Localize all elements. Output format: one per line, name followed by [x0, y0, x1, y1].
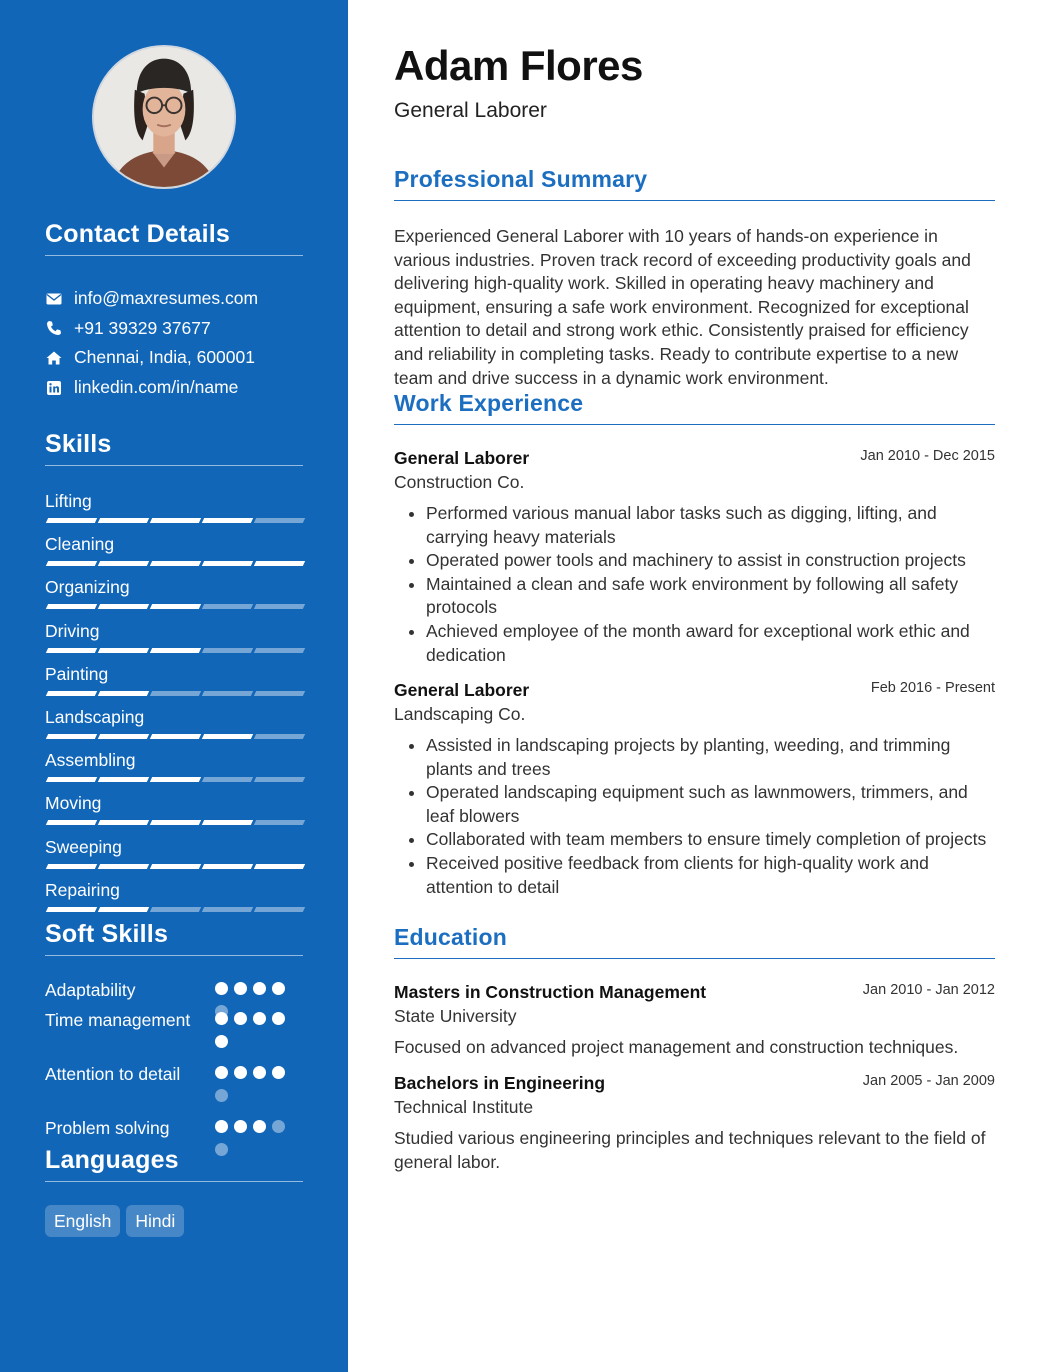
skill-level-bar	[45, 907, 303, 913]
soft-skill-row	[45, 978, 303, 1008]
rating-dot	[253, 1066, 266, 1079]
skill-level-segment	[98, 648, 149, 653]
job-bullets	[394, 734, 995, 899]
skill-row	[45, 834, 303, 877]
skill-level-segment	[150, 604, 201, 609]
skill-level-bar	[45, 820, 303, 826]
skill-level-segment	[46, 561, 97, 566]
skill-level-segment	[98, 734, 149, 739]
education-description: Focused on advanced project management and construction techniques.	[394, 1037, 959, 1057]
job-bullet: • Collaborated with team members to ensure timely completion of projects	[426, 828, 995, 852]
education-school: State University	[394, 1006, 517, 1026]
skill-name: Painting	[45, 663, 109, 684]
skill-level-segment	[202, 864, 253, 869]
rating-dot	[234, 1066, 247, 1079]
skill-level-segment	[202, 561, 253, 566]
candidate-title: General Laborer	[394, 99, 547, 122]
skill-row	[45, 877, 303, 920]
job-bullet: • Maintained a clean and safe work environment by following all safety protocols	[426, 573, 995, 620]
skill-level-segment	[150, 907, 201, 912]
skill-level-bar	[45, 648, 303, 654]
job-bullet: • Received positive feedback from clients for high-quality work and attention to detail	[426, 852, 995, 899]
skill-level-segment	[254, 561, 305, 566]
envelope-icon	[45, 290, 63, 308]
skill-level-segment	[202, 820, 253, 825]
skill-row	[45, 747, 303, 790]
rating-dot	[215, 1089, 228, 1102]
skill-level-segment	[150, 561, 201, 566]
summary-heading: Professional Summary	[394, 166, 995, 201]
phone-icon	[45, 319, 63, 337]
soft-skill-name: Problem solving	[45, 1118, 170, 1138]
soft-skill-row	[45, 1008, 303, 1062]
skill-level-segment	[202, 604, 253, 609]
skills-list	[45, 488, 303, 920]
skill-level-segment	[98, 820, 149, 825]
skill-level-segment	[150, 518, 201, 523]
education-dates: Jan 2010 - Jan 2012	[862, 982, 995, 998]
contact-email-text: info@maxresumes.com	[74, 288, 259, 309]
job-entry	[394, 680, 995, 899]
job-dates: Feb 2016 - Present	[870, 680, 995, 696]
skill-level-segment	[46, 820, 97, 825]
languages-heading: Languages	[45, 1146, 303, 1182]
skill-level-segment	[46, 691, 97, 696]
job-bullet: • Assisted in landscaping projects by planting, weeding, and trimming plants and trees	[426, 734, 995, 781]
skill-name: Driving	[45, 620, 100, 641]
education-degree: Masters in Construction Management	[394, 982, 707, 1002]
skill-level-segment	[150, 734, 201, 739]
skill-level-bar	[45, 777, 303, 783]
skill-level-segment	[254, 604, 305, 609]
skill-level-segment	[46, 604, 97, 609]
rating-dot	[215, 1012, 228, 1025]
job-bullet: • Performed various manual labor tasks such as digging, lifting, and carrying heavy materials	[426, 502, 995, 549]
skill-level-segment	[254, 648, 305, 653]
skill-row	[45, 574, 303, 617]
job-bullet: • Achieved employee of the month award for exceptional work ethic and dedication	[426, 620, 995, 667]
rating-dot	[234, 982, 247, 995]
skill-level-segment	[98, 518, 149, 523]
skill-level-bar	[45, 604, 303, 610]
skill-name: Lifting	[45, 491, 92, 511]
skill-level-segment	[254, 820, 305, 825]
skill-level-segment	[202, 907, 253, 912]
job-role: General Laborer	[394, 448, 530, 468]
education-entry	[394, 1073, 995, 1174]
skill-level-segment	[98, 864, 149, 869]
skill-level-segment	[254, 907, 305, 912]
skill-level-segment	[98, 604, 149, 609]
language-tag: Hindi	[126, 1205, 184, 1237]
linkedin-icon	[45, 379, 63, 397]
candidate-name: Adam Flores	[394, 42, 643, 89]
skill-name: Organizing	[45, 577, 130, 598]
rating-dot	[234, 1012, 247, 1025]
job-dates: Jan 2010 - Dec 2015	[860, 448, 995, 464]
skill-level-segment	[202, 734, 253, 739]
soft-skill-name: Adaptability	[45, 980, 136, 1000]
skill-level-segment	[254, 691, 305, 696]
skill-level-segment	[46, 734, 97, 739]
job-company: Construction Co.	[394, 472, 525, 492]
job-role: General Laborer	[394, 680, 530, 700]
skill-level-segment	[202, 648, 253, 653]
skill-name: Sweeping	[45, 836, 122, 857]
skill-level-segment	[98, 691, 149, 696]
contact-address	[45, 343, 305, 373]
contact-heading: Contact Details	[45, 220, 303, 256]
skill-level-segment	[202, 691, 253, 696]
skill-level-bar	[45, 864, 303, 870]
language-tag: English	[45, 1205, 120, 1237]
skill-level-segment	[254, 518, 305, 523]
skill-level-segment	[254, 864, 305, 869]
education-heading: Education	[394, 924, 995, 959]
skill-row	[45, 488, 303, 531]
job-company: Landscaping Co.	[394, 704, 526, 724]
skill-level-bar	[45, 518, 303, 524]
contact-phone[interactable]	[45, 314, 305, 344]
skill-name: Assembling	[45, 750, 136, 771]
education-dates: Jan 2005 - Jan 2009	[862, 1073, 995, 1089]
rating-dot	[215, 1035, 228, 1048]
rating-dot	[215, 1120, 228, 1133]
experience-heading: Work Experience	[394, 390, 995, 425]
skill-level-segment	[150, 864, 201, 869]
soft-skill-row	[45, 1062, 303, 1116]
skill-level-segment	[202, 518, 253, 523]
education-description: Studied various engineering principles and techniques relevant to the field of general labor.	[394, 1128, 986, 1172]
skill-level-bar	[45, 561, 303, 567]
rating-dot	[215, 982, 228, 995]
skill-level-segment	[98, 907, 149, 912]
skill-row	[45, 661, 303, 704]
education-degree: Bachelors in Engineering	[394, 1073, 606, 1093]
skill-level-segment	[254, 777, 305, 782]
skill-row	[45, 531, 303, 574]
skill-row	[45, 618, 303, 661]
skill-level-bar	[45, 734, 303, 740]
profile-photo	[94, 47, 234, 187]
job-entry	[394, 448, 995, 667]
skills-heading: Skills	[45, 430, 303, 466]
skill-level-segment	[202, 777, 253, 782]
avatar	[92, 45, 236, 189]
skill-level-segment	[46, 518, 97, 523]
education-entry	[394, 982, 995, 1060]
contact-list	[45, 284, 305, 402]
rating-dot	[272, 982, 285, 995]
soft-skill-row	[45, 1116, 303, 1146]
rating-dot	[234, 1120, 247, 1133]
skill-name: Moving	[45, 793, 102, 814]
skill-level-segment	[98, 777, 149, 782]
skill-level-segment	[98, 561, 149, 566]
skill-level-segment	[46, 648, 97, 653]
skill-row	[45, 704, 303, 747]
job-bullet: • Operated power tools and machinery to assist in construction projects	[426, 549, 995, 573]
skill-row	[45, 790, 303, 833]
rating-dot	[215, 1066, 228, 1079]
rating-dot	[272, 1066, 285, 1079]
job-bullet: • Operated landscaping equipment such as lawnmowers, trimmers, and leaf blowers	[426, 781, 995, 828]
soft-skill-name: Time management	[45, 1010, 191, 1030]
contact-linkedin[interactable]	[45, 373, 305, 403]
rating-dot	[253, 1012, 266, 1025]
skill-level-segment	[150, 777, 201, 782]
skill-name: Repairing	[45, 879, 120, 900]
skill-level-segment	[46, 864, 97, 869]
soft-skills-heading: Soft Skills	[45, 920, 303, 956]
rating-dot	[272, 1120, 285, 1133]
contact-phone-text: +91 39329 37677	[74, 317, 211, 338]
summary-text: Experienced General Laborer with 10 years of hands-on experience in various industries. Proven track record of exceeding productivity goals and delivering high-quality work. Skilled in operating heavy machinery and equipment, ensuring a safe work environment. Recognized for exceptional attention to detail and strong work ethic. Consistently praised for efficiency and reliability in completing tasks. Ready to contribute expertise to a new team and drive success in a dynamic work environment.	[394, 226, 971, 388]
languages-list	[45, 1205, 184, 1237]
rating-dot	[253, 1120, 266, 1133]
skill-name: Cleaning	[45, 534, 115, 555]
contact-address-text: Chennai, India, 600001	[74, 347, 255, 368]
skill-level-segment	[46, 777, 97, 782]
education-school: Technical Institute	[394, 1097, 534, 1117]
skill-level-segment	[150, 648, 201, 653]
skill-level-segment	[150, 691, 201, 696]
rating-dot	[272, 1012, 285, 1025]
skill-level-bar	[45, 691, 303, 697]
job-bullets	[394, 502, 995, 667]
home-icon	[45, 349, 63, 367]
rating-dot	[253, 982, 266, 995]
contact-linkedin-text: linkedin.com/in/name	[74, 377, 239, 398]
soft-skill-name: Attention to detail	[45, 1064, 181, 1084]
skill-level-segment	[150, 820, 201, 825]
skill-name: Landscaping	[45, 706, 145, 727]
skill-level-segment	[46, 907, 97, 912]
soft-skills-list	[45, 978, 303, 1146]
sidebar	[0, 0, 348, 1372]
contact-email[interactable]	[45, 284, 305, 314]
skill-level-segment	[254, 734, 305, 739]
